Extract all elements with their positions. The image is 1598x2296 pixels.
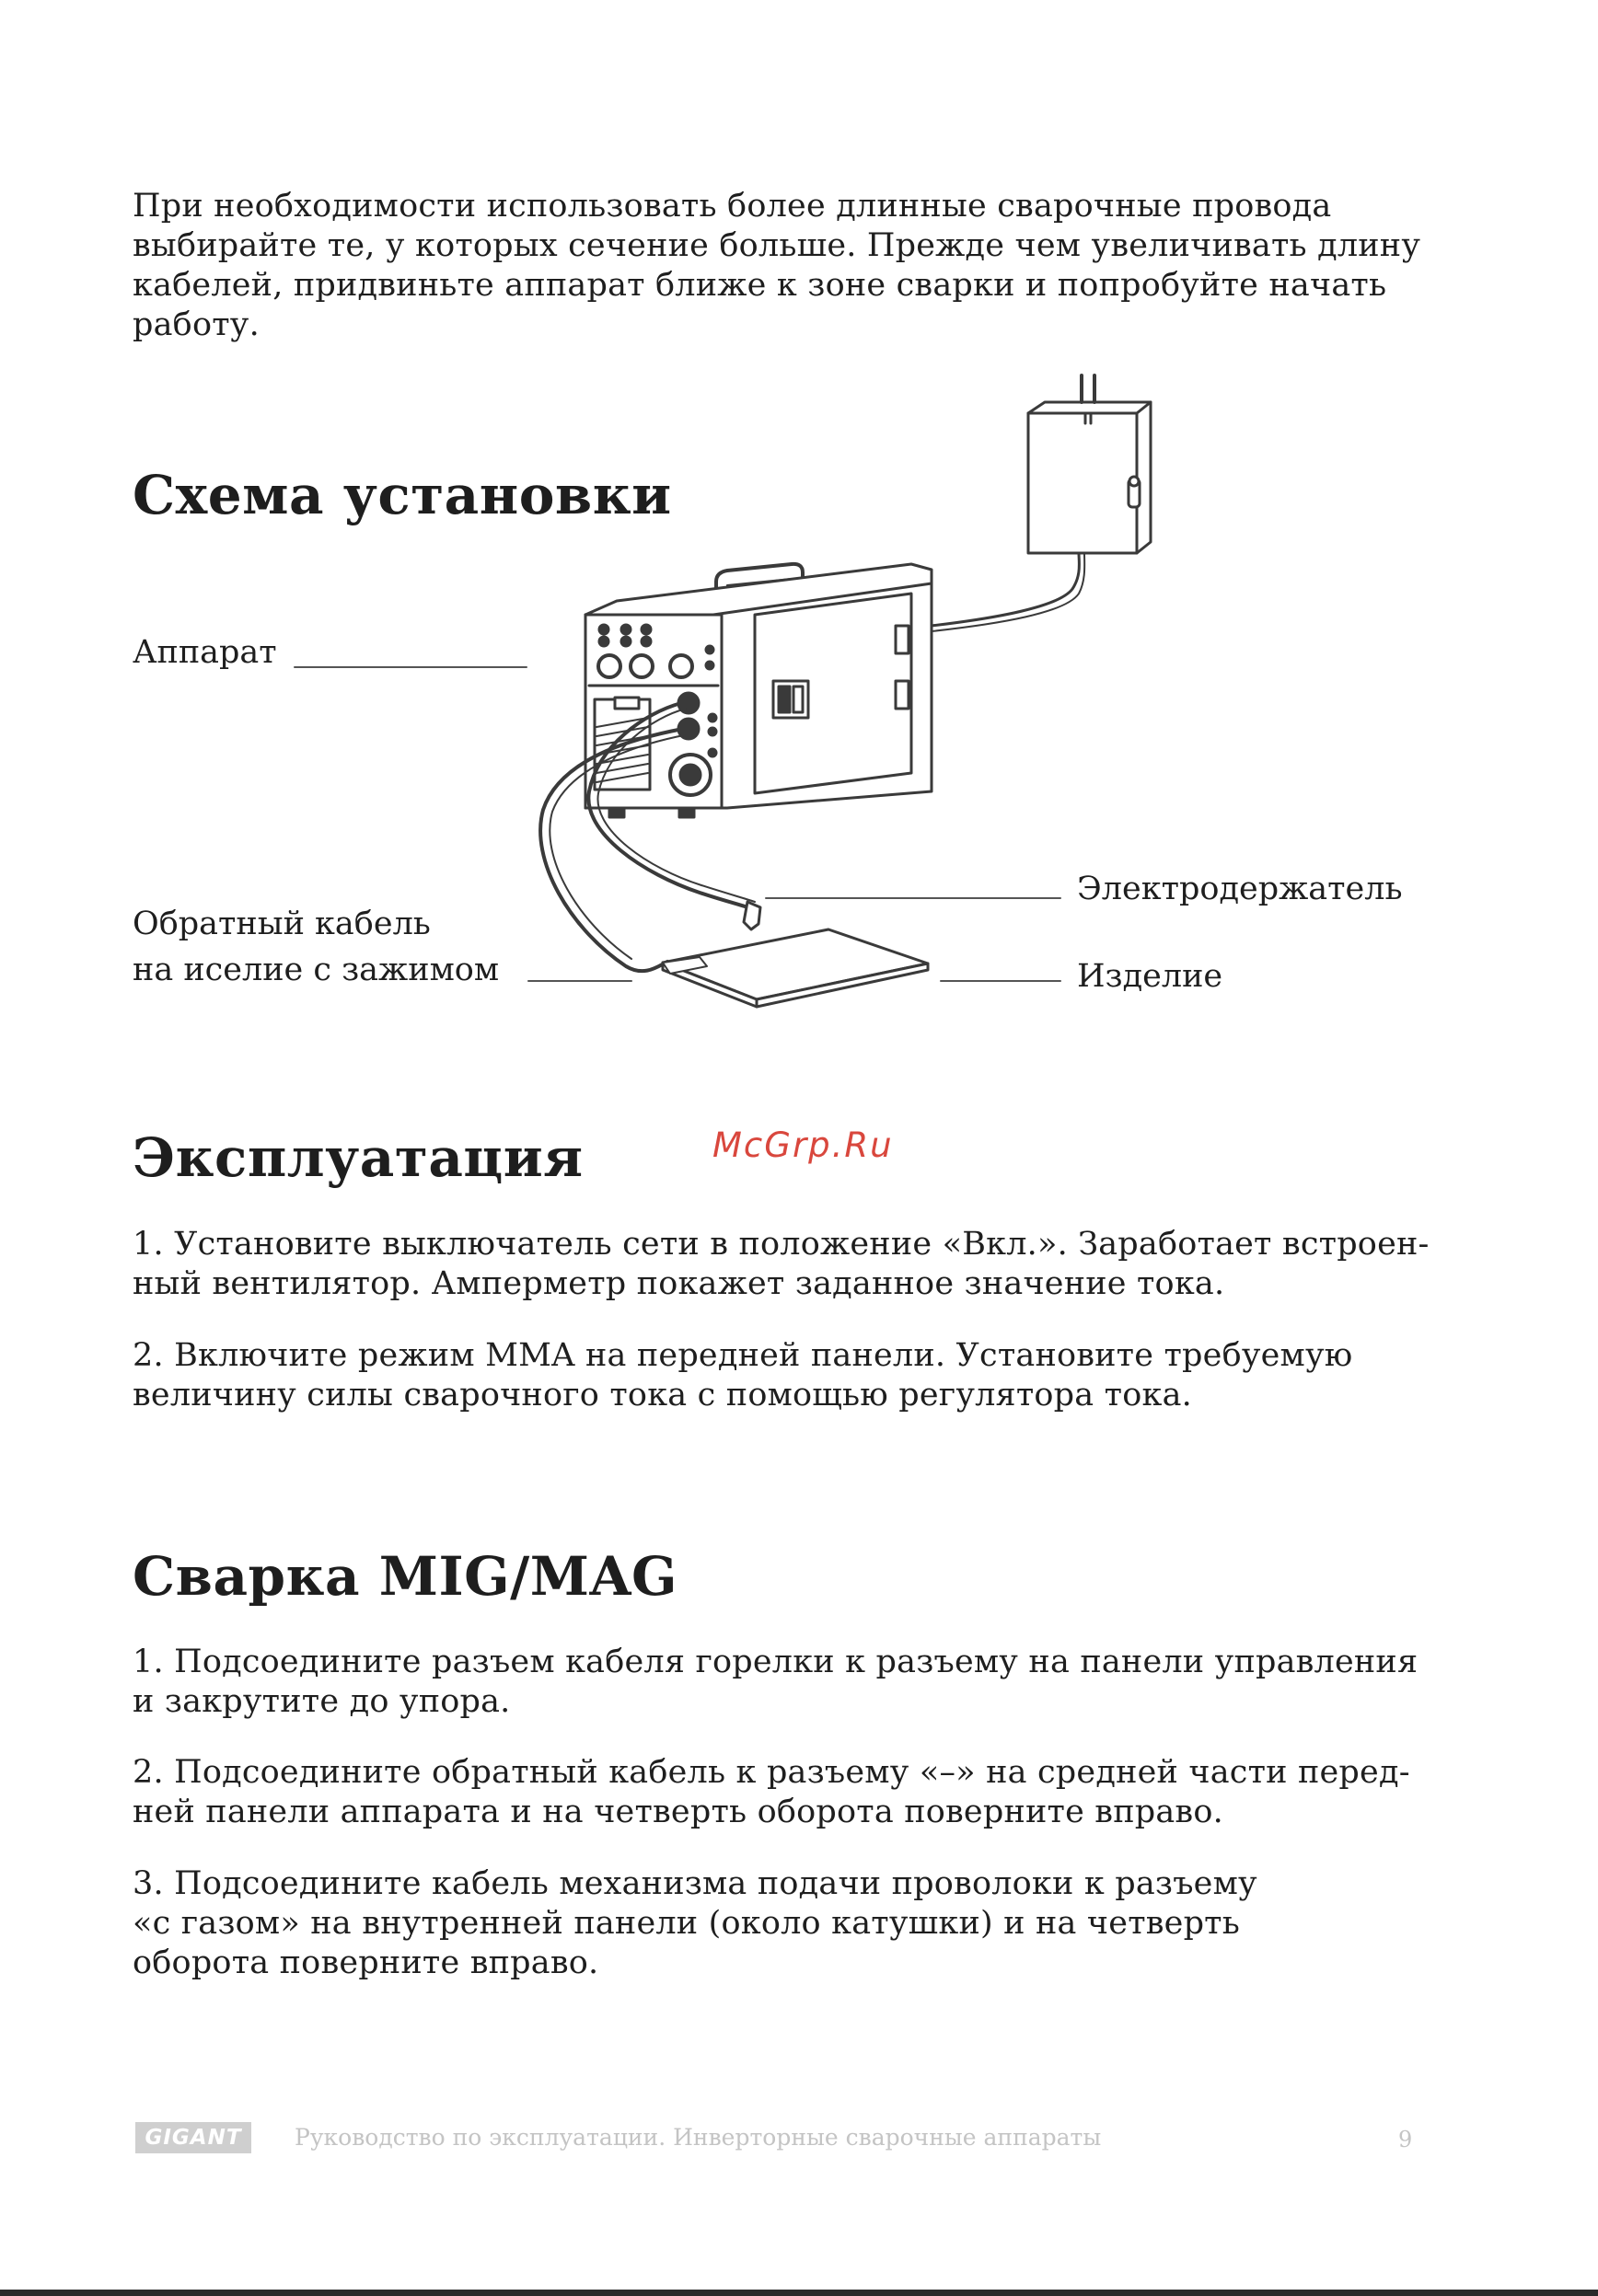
workpiece-plate <box>663 929 928 1007</box>
workpiece-label: Изделие <box>1077 958 1223 995</box>
watermark-text: McGrp.Ru <box>712 1125 894 1165</box>
installation-heading: Схема установки <box>133 464 672 526</box>
wall-socket <box>1028 375 1151 553</box>
mig-mag-heading: Сварка MIG/MAG <box>133 1545 678 1608</box>
welding-machine <box>585 564 932 817</box>
intro-paragraph: При необходимости использовать более длинные сварочные провода выбирайте те, у которых сечение больше. Прежде чем увеличивать длину кабелей, придвиньте аппарат ближе к зоне сварки и попробуйте начать работу. <box>133 188 1421 343</box>
footer-text: Руководство по эксплуатации. Инверторные сварочные аппараты <box>295 2124 1102 2151</box>
gigant-logo: GIGANT <box>135 2122 251 2153</box>
operation-heading: Эксплуатация <box>133 1126 584 1189</box>
mig-mag-step-2: 2. Подсоедините обратный кабель к разъему «–» на средней части перед- ней панели аппарата и на четверть оборота поверните вправо. <box>133 1754 1410 1830</box>
electrode-holder-label: Электродержатель <box>1077 871 1403 907</box>
return-cable-label: Обратный кабель на иселие с зажимом <box>133 906 500 988</box>
bottom-rule <box>0 2290 1598 2296</box>
apparatus-label: Аппарат <box>133 634 277 671</box>
mig-mag-step-1: 1. Подсоедините разъем кабеля горелки к разъему на панели управления и закрутите до упора. <box>133 1644 1419 1720</box>
operation-step-2: 2. Включите режим MMA на передней панели. Установите требуемую величину силы сварочного тока с помощью регулятора тока. <box>133 1337 1353 1413</box>
operation-step-1: 1. Установите выключатель сети в положение «Вкл.». Заработает встроен- ный вентилятор. Амперметр покажет заданное значение тока. <box>133 1226 1430 1302</box>
mig-mag-step-3: 3. Подсоедините кабель механизма подачи проволоки к разъему «с газом» на внутренней панели (около катушки) и на четверть оборота поверните вправо. <box>133 1865 1257 1981</box>
page-number: 9 <box>1398 2127 1413 2152</box>
